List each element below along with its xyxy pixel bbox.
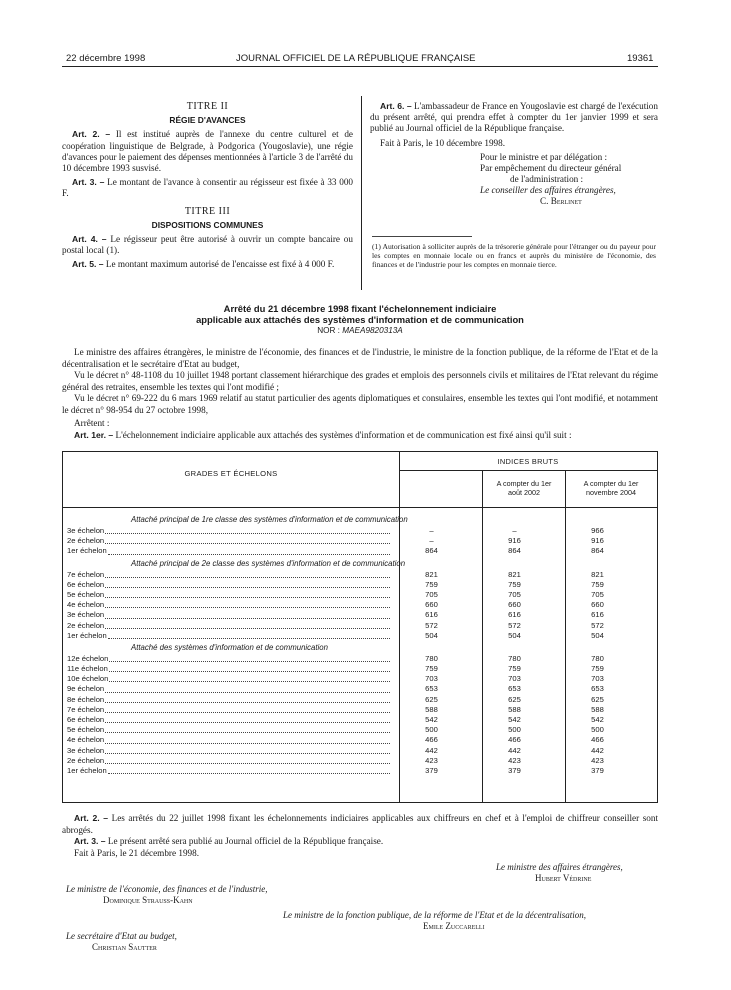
- indice-value-b: 504: [508, 630, 521, 640]
- table-row: [67, 674, 657, 684]
- indice-value-b: 542: [508, 715, 521, 724]
- indice-value-a: 423: [425, 755, 438, 765]
- indice-value-b: 703: [508, 674, 521, 684]
- table-body: [67, 513, 657, 776]
- arrete-title: Arrêté du 21 décembre 1998 fixant l'échelonnement indiciaire applicable aux attachés des systèmes d'information et de communication: [196, 303, 524, 325]
- dot-leader: [108, 546, 390, 554]
- signature-economie-name: Dominique Strauss-Kahn: [103, 895, 193, 905]
- fait-a-paris-1: Fait à Paris, le 10 décembre 1998.: [380, 137, 506, 148]
- closing-articles: [62, 813, 658, 859]
- indice-value-a: 821: [425, 569, 438, 579]
- indice-value-a: –: [429, 526, 434, 535]
- indice-value-a: 705: [425, 589, 438, 599]
- header-date: 22 décembre 1998: [66, 53, 146, 64]
- table-group-title: Attaché principal de 2e classe des systèmes d'information et de communication: [131, 558, 406, 568]
- table-row: [67, 725, 657, 735]
- indice-value-a: 660: [425, 600, 438, 610]
- header-rule: [62, 66, 658, 67]
- echelon-label: 7e échelon: [67, 569, 105, 579]
- dot-leader: [105, 580, 390, 588]
- indice-value-b: 759: [508, 664, 521, 674]
- echelon-label: 6e échelon: [67, 715, 105, 724]
- indice-value-c: 500: [591, 725, 604, 735]
- indice-value-a: –: [429, 536, 434, 546]
- echelon-label: 9e échelon: [67, 684, 105, 694]
- echelon-label: 3e échelon: [67, 610, 105, 620]
- table-row: [67, 715, 657, 725]
- dot-leader: [105, 725, 390, 733]
- indice-value-a: 442: [425, 745, 438, 755]
- echelon-label: 4e échelon: [67, 735, 105, 745]
- table-row: [67, 570, 657, 580]
- dot-leader: [105, 536, 390, 544]
- left-column: [62, 101, 353, 274]
- echelon-label: 2e échelon: [67, 755, 105, 765]
- indice-value-b: 705: [508, 589, 521, 599]
- indice-value-b: 379: [508, 765, 521, 775]
- dot-leader: [105, 705, 390, 713]
- fait-a-paris-2: Fait à Paris, le 21 décembre 1998.: [74, 847, 200, 858]
- signature-budget-name: Christian Sautter: [92, 942, 157, 952]
- dot-leader: [108, 766, 390, 774]
- article-4: Art. 4. – Le régisseur peut être autorisé à ouvrir un compte bancaire ou postal local (1).: [62, 234, 353, 256]
- indice-value-c: 916: [591, 536, 604, 546]
- indice-value-c: 379: [591, 765, 604, 775]
- table-row: [67, 735, 657, 745]
- indice-value-c: 780: [591, 653, 604, 663]
- echelon-label: 3e échelon: [67, 526, 105, 535]
- indice-value-c: 423: [591, 755, 604, 765]
- table-row: [67, 610, 657, 620]
- table-row: [67, 526, 657, 536]
- dot-leader: [108, 631, 390, 639]
- dot-leader: [109, 674, 390, 682]
- dot-leader: [105, 610, 390, 618]
- dot-leader: [105, 695, 390, 703]
- header-grades: GRADES ET ÉCHELONS: [184, 469, 278, 478]
- indice-value-c: 759: [591, 664, 604, 674]
- table-row: [67, 536, 657, 546]
- indice-value-c: 864: [591, 546, 604, 556]
- table-hline-indices: [399, 470, 657, 471]
- indice-value-c: 625: [591, 694, 604, 704]
- echelon-label: 4e échelon: [67, 600, 105, 610]
- echelons-table: [62, 451, 658, 803]
- article-5: Art. 5. – Le montant maximum autorisé de l'encaisse est fixé à 4 000 F.: [72, 259, 335, 270]
- indice-value-b: –: [512, 526, 517, 535]
- signature-block-1: Pour le ministre et par délégation : Par empêchement du directeur général de l'administration : Le conseiller des affaires étrangères, C. Berlinet: [480, 151, 622, 206]
- indice-value-a: 504: [425, 630, 438, 640]
- table-row: [67, 600, 657, 610]
- nor-reference: NOR : MAEA9820313A: [317, 326, 403, 335]
- echelon-label: 1er échelon: [67, 546, 107, 556]
- table-row: [67, 546, 657, 556]
- indice-value-a: 780: [425, 653, 438, 663]
- header-col-b: A compter du 1er août 2002: [496, 479, 552, 497]
- echelon-label: 11e échelon: [67, 664, 108, 674]
- signature-affaires-etrangeres-title: Le ministre des affaires étrangères,: [496, 862, 623, 872]
- indice-value-b: 780: [508, 653, 521, 663]
- indice-value-b: 423: [508, 755, 521, 765]
- footnote-rule: [372, 236, 472, 237]
- signature-budget-title: Le secrétaire d'Etat au budget,: [66, 931, 177, 941]
- indice-value-a: 588: [425, 704, 438, 714]
- right-column: [370, 101, 658, 207]
- indice-value-c: 616: [591, 610, 604, 620]
- table-group-title: Attaché des systèmes d'information et de communication: [131, 642, 328, 652]
- indice-value-c: 542: [591, 715, 604, 724]
- table-row: [67, 621, 657, 631]
- article-3: Art. 3. – Le montant de l'avance à consentir au régisseur est fixée à 33 000 F.: [62, 177, 354, 199]
- signature-fonction-publique-name: Emile Zuccarelli: [423, 921, 485, 931]
- signature-fonction-publique-title: Le ministre de la fonction publique, de la réforme de l'Etat et de la décentralisation,: [283, 910, 587, 920]
- table-row: [67, 590, 657, 600]
- indice-value-c: 588: [591, 704, 604, 714]
- indice-value-a: 542: [425, 715, 438, 724]
- indice-value-b: 572: [508, 620, 521, 630]
- echelon-label: 1er échelon: [67, 765, 107, 775]
- table-hline-header: [63, 507, 657, 508]
- indice-value-a: 864: [425, 546, 438, 556]
- indice-value-c: 653: [591, 684, 604, 694]
- dot-leader: [105, 684, 390, 692]
- indice-value-b: 500: [508, 725, 521, 735]
- dot-leader: [105, 715, 390, 723]
- header-indices-bruts: INDICES BRUTS: [497, 457, 559, 466]
- table-row: [67, 684, 657, 694]
- indice-value-c: 759: [591, 579, 604, 589]
- dot-leader: [105, 590, 390, 598]
- dot-leader: [109, 664, 390, 672]
- indice-value-b: 916: [508, 536, 521, 546]
- indice-value-c: 660: [591, 600, 604, 610]
- table-row: [67, 654, 657, 664]
- echelon-label: 5e échelon: [67, 589, 105, 599]
- indice-value-a: 759: [425, 664, 438, 674]
- arretent: Arrêtent :: [74, 418, 110, 428]
- table-row: [67, 756, 657, 766]
- indice-value-c: 705: [591, 589, 604, 599]
- dot-leader: [105, 570, 390, 578]
- table-row: [67, 664, 657, 674]
- indice-value-a: 466: [425, 735, 438, 745]
- dot-leader: [109, 654, 390, 662]
- indice-value-a: 653: [425, 684, 438, 694]
- indice-value-a: 616: [425, 610, 438, 620]
- titre-3-subheading: DISPOSITIONS COMMUNES: [151, 219, 264, 230]
- indice-value-b: 466: [508, 735, 521, 745]
- echelon-label: 10e échelon: [67, 674, 109, 684]
- article-2: Art. 2. – Il est institué auprès de l'annexe du centre culturel et de coopération linguistique de Belgrade, à Podgorica (Yougoslavie), une régie d'avances pour le paiement des dépenses mentionnées à l'article 3 de l'arrêté du 10 décembre 1993 susvisé.: [62, 129, 353, 174]
- titre-2-heading: TITRE II: [186, 101, 229, 112]
- echelon-label: 2e échelon: [67, 536, 105, 546]
- dot-leader: [105, 600, 390, 608]
- echelon-label: 2e échelon: [67, 620, 105, 630]
- indice-value-b: 821: [508, 569, 521, 579]
- indice-value-b: 759: [508, 579, 521, 589]
- table-row: [67, 766, 657, 776]
- footnote: (1) Autorisation à solliciter auprès de la trésorerie générale pour l'étranger ou du payeur pour les comptes en monnaie locale ou en francs et auprès du ministère de l'économie, des finances et de l'industrie pour les comptes en monnaie tierce.: [372, 242, 656, 269]
- echelon-label: 5e échelon: [67, 725, 105, 735]
- dot-leader: [105, 526, 390, 534]
- echelon-label: 8e échelon: [67, 694, 105, 704]
- table-row: [67, 631, 657, 641]
- final-article-2: Art. 2. – Les arrêtés du 22 juillet 1998 fixant les échelonnements indiciaires applicables aux chiffreurs en chef et à l'emploi de chiffreur conseiller sont abrogés.: [62, 813, 659, 835]
- echelon-label: 7e échelon: [67, 704, 105, 714]
- dot-leader: [105, 746, 390, 754]
- titre-3-heading: TITRE III: [184, 205, 231, 217]
- indice-value-b: 442: [508, 745, 521, 755]
- indice-value-b: 864: [508, 546, 521, 556]
- indice-value-a: 759: [425, 579, 438, 589]
- indice-value-b: 588: [508, 704, 521, 714]
- arrete-body: [62, 347, 658, 441]
- column-divider: [361, 96, 362, 290]
- dot-leader: [105, 621, 390, 629]
- signature-affaires-etrangeres-name: Hubert Védrine: [535, 873, 592, 883]
- preamble-ministers: Le ministre des affaires étrangères, le ministre de l'économie, des finances et de l'industrie, le ministre de la fonction publique, de la réforme de l'Etat et de la décentralisation et le secrétaire d'Etat au budget,: [62, 347, 658, 369]
- echelon-label: 12e échelon: [67, 653, 109, 663]
- titre-2-subheading: RÉGIE D'AVANCES: [169, 115, 246, 126]
- article-6: Art. 6. – L'ambassadeur de France en Yougoslavie est chargé de l'exécution du présent arrêté, qui prendra effet à compter du 1er janvier 1999 et sera publié au Journal officiel de la République française.: [370, 101, 658, 134]
- indice-value-c: 442: [591, 745, 604, 755]
- table-row: [67, 580, 657, 590]
- table-row: [67, 746, 657, 756]
- indice-value-a: 572: [425, 620, 438, 630]
- header-journal-title: JOURNAL OFFICIEL DE LA RÉPUBLIQUE FRANÇAISE: [236, 53, 476, 64]
- indice-value-b: 616: [508, 610, 521, 620]
- echelon-label: 1er échelon: [67, 630, 107, 640]
- preamble-vu-1969: Vu le décret n° 69-222 du 6 mars 1969 relatif au statut particulier des agents diplomatiques et consulaires, ensemble les textes qui l'ont modifié, et notamment le décret n° 98-954 du 27 octobre 1998,: [62, 393, 658, 415]
- header-page-number: 19361: [627, 53, 654, 64]
- indice-value-c: 966: [591, 526, 604, 535]
- echelon-label: 6e échelon: [67, 579, 105, 589]
- article-1: Art. 1er. – L'échelonnement indiciaire applicable aux attachés des systèmes d'information et de communication est fixé ainsi qu'il suit :: [74, 429, 572, 440]
- header-col-c: A compter du 1er novembre 2004: [583, 479, 639, 497]
- table-row: [67, 705, 657, 715]
- indice-value-b: 660: [508, 600, 521, 610]
- table-group-title: Attaché principal de 1re classe des systèmes d'information et de communication: [131, 515, 408, 524]
- signature-economie-title: Le ministre de l'économie, des finances et de l'industrie,: [66, 884, 268, 894]
- dot-leader: [105, 735, 390, 743]
- indice-value-c: 504: [591, 630, 604, 640]
- indice-value-a: 379: [425, 765, 438, 775]
- indice-value-c: 572: [591, 620, 604, 630]
- indice-value-c: 821: [591, 569, 604, 579]
- indice-value-a: 500: [425, 725, 438, 735]
- echelon-label: 3e échelon: [67, 745, 105, 755]
- preamble-vu-1948: Vu le décret n° 48-1108 du 10 juillet 1948 portant classement hiérarchique des grades et emplois des personnels civils et militaires de l'Etat relevant du régime général des retraites, ensemble les textes qui l'ont modifié ;: [62, 370, 658, 392]
- table-row: [67, 695, 657, 705]
- indice-value-c: 466: [591, 735, 604, 745]
- indice-value-a: 625: [425, 694, 438, 704]
- final-article-3: Art. 3. – Le présent arrêté sera publié au Journal officiel de la République française.: [74, 836, 384, 846]
- indice-value-b: 625: [508, 694, 521, 704]
- indice-value-b: 653: [508, 684, 521, 694]
- indice-value-c: 703: [591, 674, 604, 684]
- indice-value-a: 703: [425, 674, 438, 684]
- dot-leader: [105, 756, 390, 764]
